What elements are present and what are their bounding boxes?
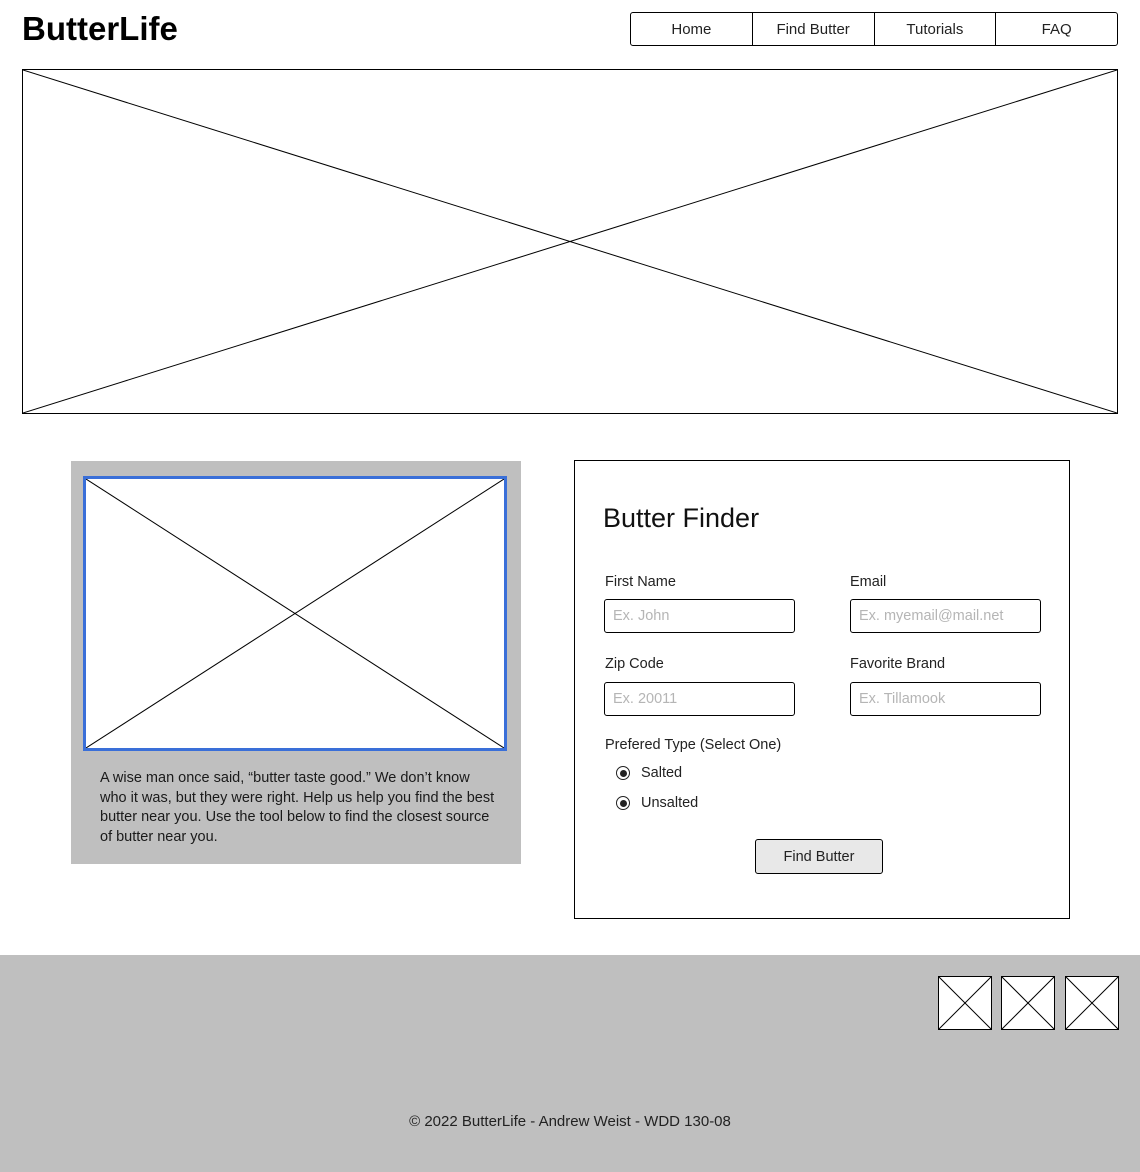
intro-card bbox=[71, 461, 521, 864]
butter-finder-form bbox=[574, 460, 1070, 919]
nav-faq[interactable]: FAQ bbox=[1041, 20, 1072, 38]
social-icon-2[interactable] bbox=[1001, 976, 1055, 1030]
image-placeholder-icon bbox=[939, 977, 991, 1029]
favorite-brand-input[interactable] bbox=[850, 682, 1041, 716]
prefered-type-label: Prefered Type (Select One) bbox=[605, 737, 782, 753]
intro-text: A wise man once said, “butter taste good.” We don’t know who it was, but they were right. Help us help you find the best butter near you. Use the tool below to find the closest source of butter near you. bbox=[100, 770, 495, 845]
hero-image-placeholder bbox=[22, 69, 1118, 414]
zip-code-input[interactable] bbox=[604, 682, 795, 716]
intro-image-placeholder bbox=[83, 476, 507, 751]
radio-selected-icon[interactable] bbox=[616, 766, 630, 780]
nav-tutorials[interactable]: Tutorials bbox=[875, 13, 997, 45]
radio-option-unsalted[interactable] bbox=[616, 795, 698, 811]
first-name-input[interactable] bbox=[604, 599, 795, 633]
radio-selected-icon[interactable] bbox=[616, 796, 630, 810]
image-placeholder-icon bbox=[1066, 977, 1118, 1029]
email-input[interactable] bbox=[850, 599, 1041, 633]
nav-home[interactable]: Home bbox=[631, 13, 753, 45]
nav-find-butter[interactable]: Find Butter bbox=[753, 13, 875, 45]
first-name-label: First Name bbox=[605, 574, 676, 590]
main-nav bbox=[630, 12, 1118, 46]
radio-label-salted: Salted bbox=[641, 765, 683, 781]
site-logo[interactable]: ButterLife bbox=[22, 10, 178, 47]
image-placeholder-icon bbox=[86, 479, 504, 748]
image-placeholder-icon bbox=[23, 70, 1117, 413]
find-butter-button[interactable]: Find Butter bbox=[755, 839, 883, 874]
social-icon-3[interactable] bbox=[1065, 976, 1119, 1030]
social-icon-1[interactable] bbox=[938, 976, 992, 1030]
radio-option-salted[interactable] bbox=[616, 765, 682, 781]
finder-title: Butter Finder bbox=[603, 503, 760, 533]
favorite-brand-label: Favorite Brand bbox=[850, 656, 946, 672]
footer bbox=[0, 955, 1140, 1172]
email-label: Email bbox=[850, 574, 887, 590]
radio-label-unsalted: Unsalted bbox=[641, 795, 699, 811]
zip-code-label: Zip Code bbox=[605, 656, 664, 672]
copyright-text: © 2022 ButterLife - Andrew Weist - WDD 130-08 bbox=[409, 1113, 731, 1130]
image-placeholder-icon bbox=[1002, 977, 1054, 1029]
